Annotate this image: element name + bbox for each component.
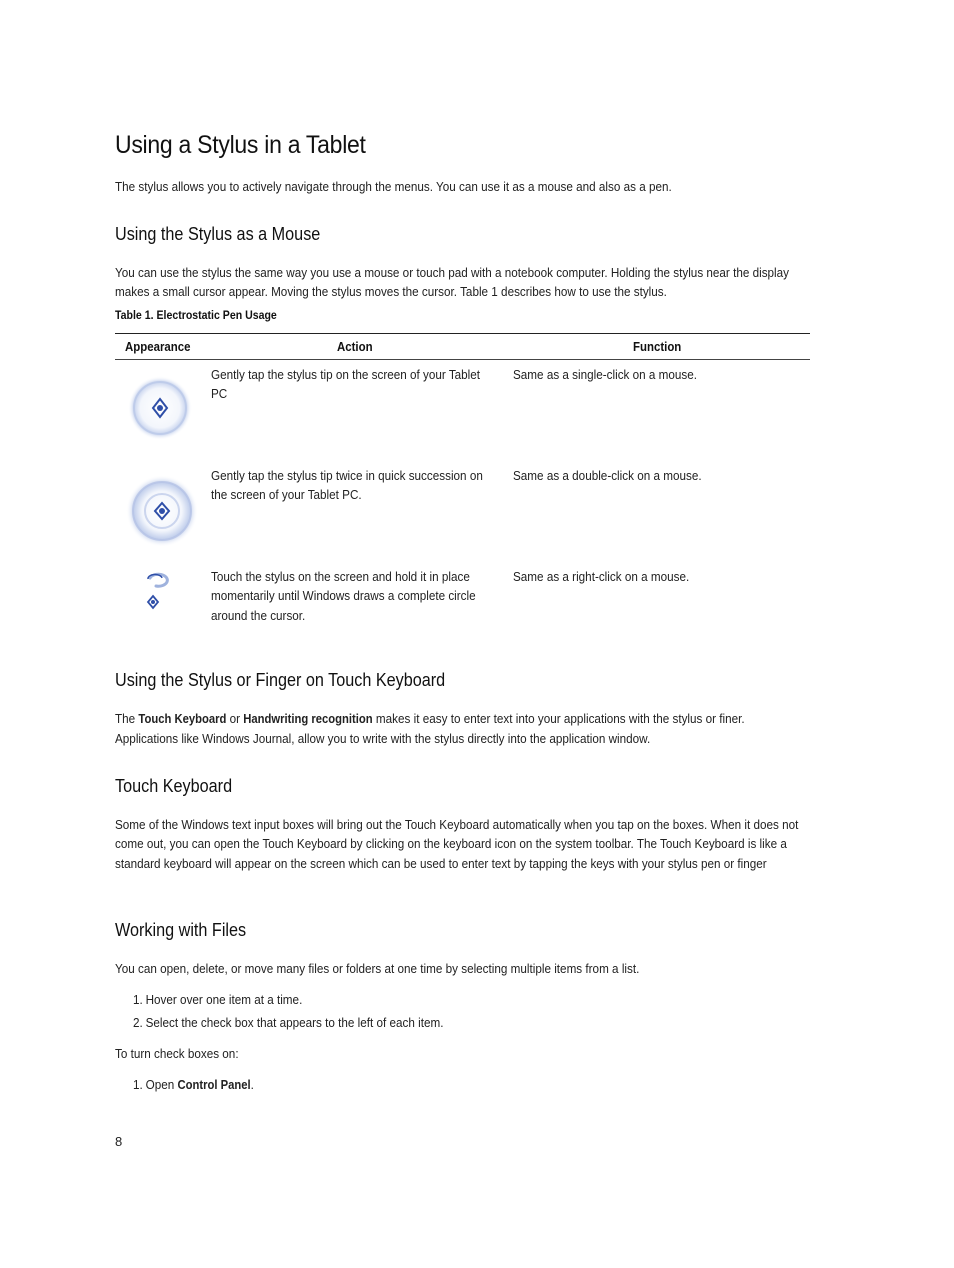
heading-touch-keyboard: Touch Keyboard: [115, 776, 233, 796]
step-1-text: Hover over one item at a time.: [145, 992, 303, 1007]
row1-action: Gently tap the stylus tip on the screen of your Tablet PC: [211, 367, 481, 402]
table-header-appearance: Appearance: [125, 339, 191, 354]
step-2-text: Select the check box that appears to the left of each item.: [145, 1015, 444, 1030]
row2-action: Gently tap the stylus tip twice in quick succession on the screen of your Tablet PC.: [211, 468, 483, 503]
control-panel-term: Control Panel: [177, 1078, 251, 1092]
text-or: or: [229, 711, 241, 726]
table-header-function: Function: [633, 339, 682, 354]
files-step-1: 1. Hover over one item at a time.: [133, 992, 303, 1007]
open-control-panel-step: 1. Open Control Panel.: [133, 1077, 254, 1092]
heading-stylus-as-mouse: Using the Stylus as a Mouse: [115, 224, 321, 244]
files-step-2: 2. Select the check box that appears to the left of each item.: [133, 1015, 444, 1030]
keyboard-paragraph: Some of the Windows text input boxes will bring out the Touch Keyboard automatically when you tap on the boxes. When it does not come out, you can open the Touch Keyboard by clicking on the keyboard icon on the system toolbar. The Touch Keyboard is like a standard keyboard will appear on the screen which can be used to enter text by tapping the keys with your stylus pen or finger: [115, 817, 799, 871]
press-hold-cursor-icon: [142, 570, 174, 614]
touch-paragraph-line1: makes it easy to enter text into your applications with the stylus or finer.: [375, 711, 745, 726]
heading-touch-keyboard-stylus: Using the Stylus or Finger on Touch Keyboard: [115, 670, 446, 690]
period-text: .: [250, 1077, 254, 1092]
intro-paragraph: The stylus allows you to actively navigate through the menus. You can use it as a mouse and also as a pen.: [115, 179, 672, 194]
table-caption: Table 1. Electrostatic Pen Usage: [115, 308, 277, 322]
single-tap-cursor-icon: [127, 373, 193, 441]
open-text: Open: [145, 1077, 175, 1092]
table-top-rule: [115, 333, 810, 334]
row2-function: Same as a double-click on a mouse.: [513, 468, 702, 483]
touch-paragraph-line2: Applications like Windows Journal, allow you to write with the stylus directly into the application window.: [115, 731, 651, 747]
heading-working-with-files: Working with Files: [115, 920, 247, 940]
row3-action: Touch the stylus on the screen and hold it in place momentarily until Windows draws a complete circle around the cursor.: [211, 569, 476, 623]
mouse-paragraph: You can use the stylus the same way you use a mouse or touch pad with a notebook computer. Holding the stylus near the display makes a small cursor appear. Moving the stylus moves the cursor. Table 1 describes how to use the stylus.: [115, 265, 790, 300]
page-title: Using a Stylus in a Tablet: [115, 131, 366, 159]
table-header-action: Action: [337, 339, 373, 354]
text-the: The: [115, 711, 136, 726]
row1-function: Same as a single-click on a mouse.: [513, 367, 698, 382]
files-paragraph: You can open, delete, or move many files or folders at one time by selecting multiple items from a list.: [115, 961, 640, 976]
turn-on-text: To turn check boxes on:: [115, 1046, 239, 1061]
row3-function: Same as a right-click on a mouse.: [513, 569, 690, 584]
page-number: 8: [115, 1134, 123, 1149]
touch-paragraph: [115, 709, 810, 749]
table-header-rule: [115, 359, 810, 360]
double-tap-cursor-icon: [125, 474, 199, 548]
handwriting-recognition-term: Handwriting recognition: [243, 712, 373, 726]
touch-keyboard-term: Touch Keyboard: [138, 712, 227, 726]
